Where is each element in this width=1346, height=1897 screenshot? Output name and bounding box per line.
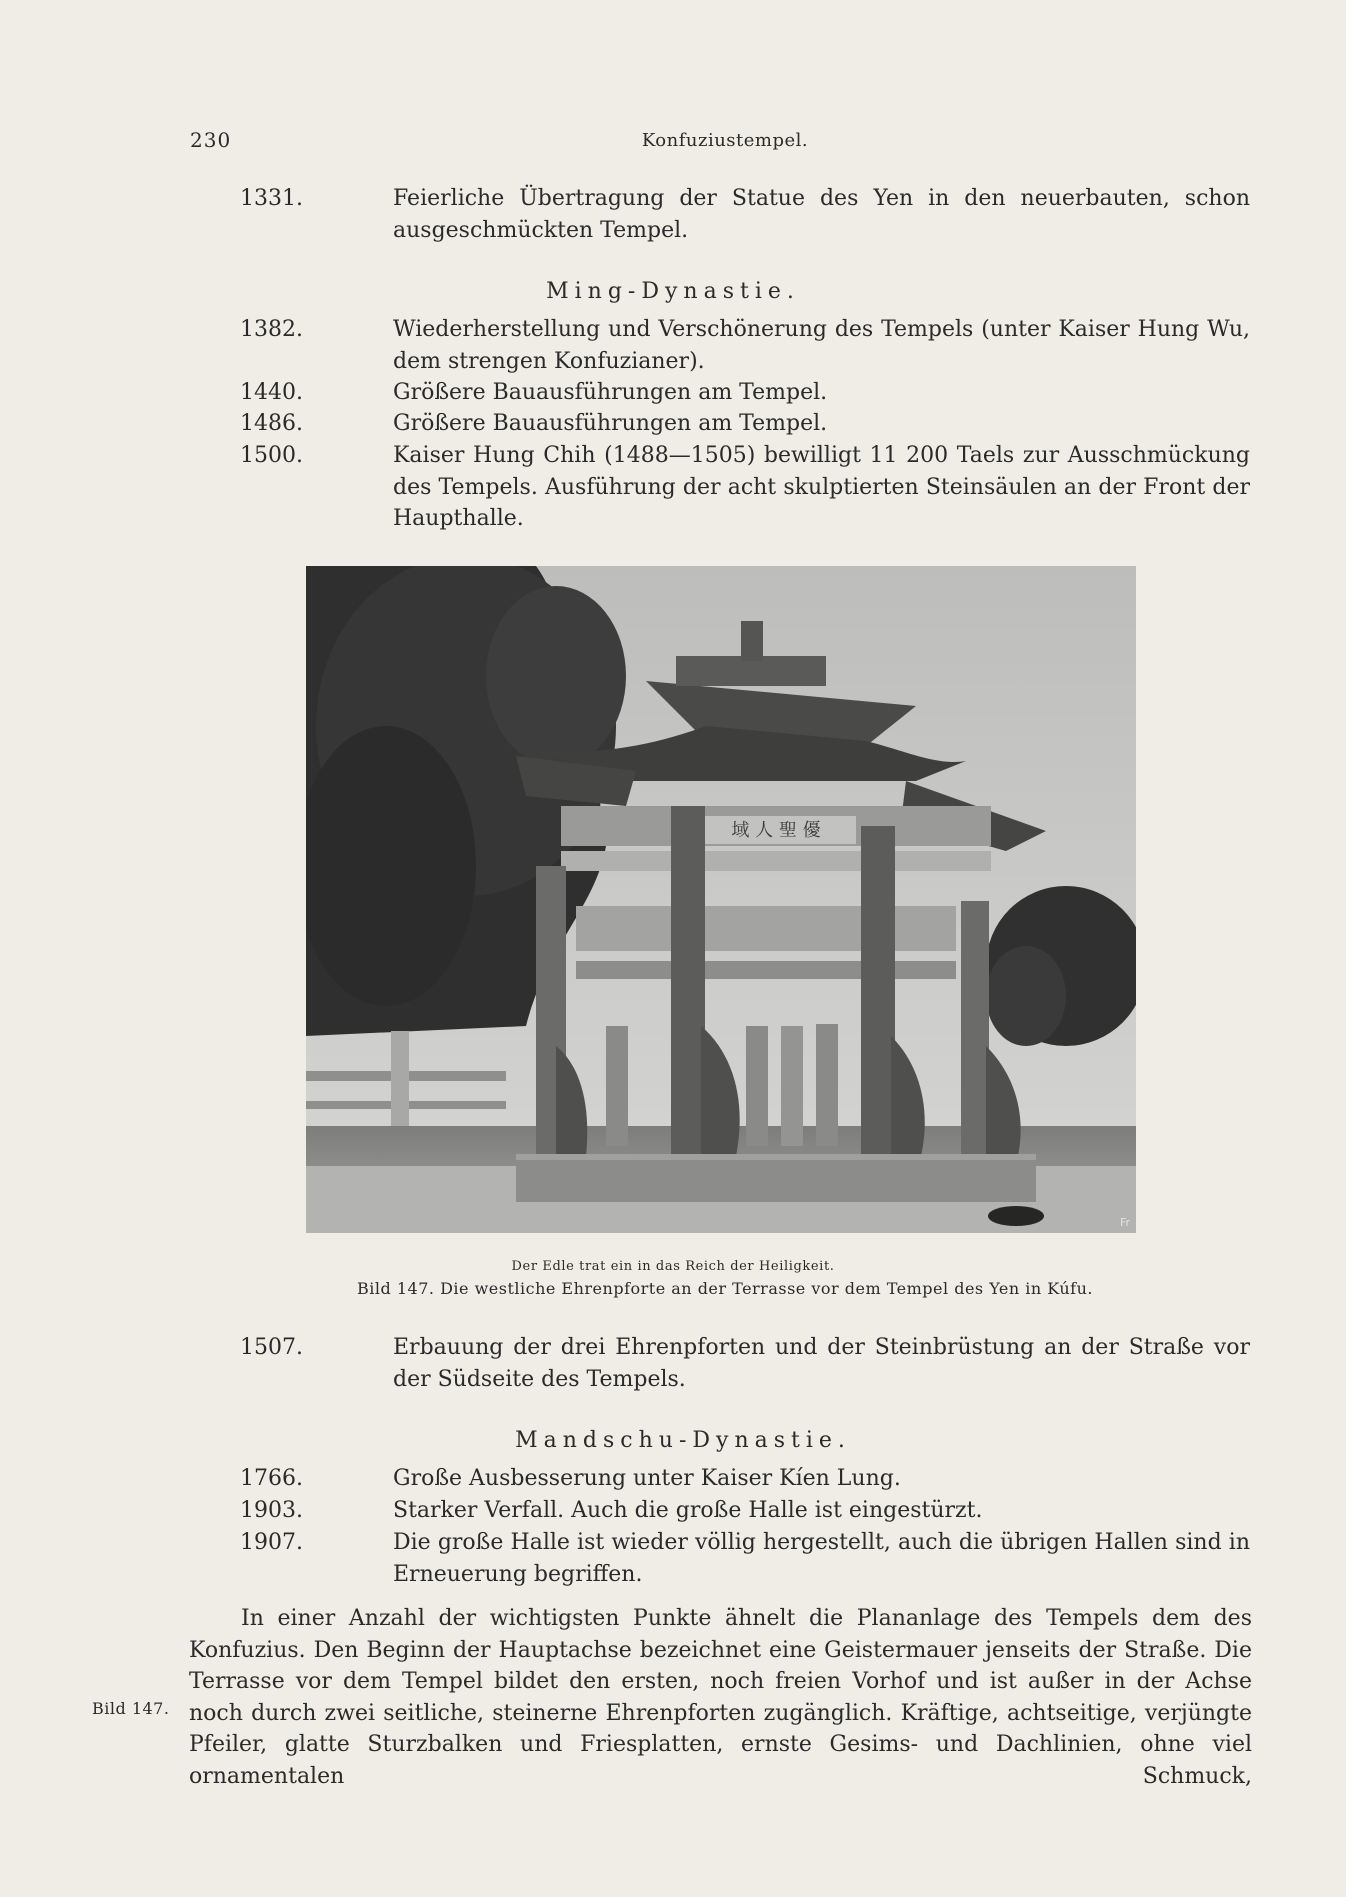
entry-year: 1907. [240,1530,303,1555]
gate-photograph [306,566,1136,1233]
margin-figure-reference: Bild 147. [92,1699,170,1718]
figure-caption: Bild 147. Die westliche Ehrenpforte an der Terrasse vor dem Tempel des Yen in Kúfu. [357,1279,1093,1298]
photographer-signature: Fr [1119,1216,1130,1229]
entry-year: 1500. [240,443,303,468]
entry-year: 1486. [240,411,303,436]
entry-year: 1382. [240,317,303,342]
running-title: Konfuziustempel. [641,130,809,151]
entry-text: Erbauung der drei Ehrenpforten und der Steinbrüstung an der Straße vor der Südseite des Tempels. [393,1335,1250,1392]
entry-year: 1440. [240,380,303,405]
chronology-entry [240,183,1250,246]
entry-year: 1766. [240,1466,303,1491]
chronology-entry [240,1527,1250,1590]
chronology-entry [240,408,1250,440]
entry-text: Feierliche Übertragung der Statue des Yen in den neuerbauten, schon ausgeschmückten Tempel. [393,186,1250,243]
entry-text: Wiederherstellung und Verschönerung des Tempels (unter Kaiser Hung Wu, dem strengen Konfuzianer). [393,317,1250,374]
section-heading-ming: Ming-Dynastie. [546,279,800,304]
entry-text: Starker Verfall. Auch die große Halle ist eingestürzt. [393,1498,983,1523]
entry-text: Größere Bauausführungen am Tempel. [393,380,828,405]
body-paragraph [189,1603,1252,1793]
entry-year: 1507. [240,1335,303,1360]
chronology-entry [240,440,1250,535]
chronology-entry [240,1495,1250,1527]
chronology-entry [240,1332,1250,1395]
figure-motto: Der Edle trat ein in das Reich der Heiligkeit. [511,1259,835,1274]
entry-text: Größere Bauausführungen am Tempel. [393,411,828,436]
chronology-entry [240,1463,1250,1495]
entry-text: Große Ausbesserung unter Kaiser Kíen Lung. [393,1466,901,1491]
entry-year: 1903. [240,1498,303,1523]
entry-text: Kaiser Hung Chih (1488—1505) bewilligt 11 200 Taels zur Ausschmückung des Tempels. Ausführung der acht skulptierten Steinsäulen an der Front der Haupthalle. [393,443,1250,531]
chronology-entry [240,314,1250,377]
entry-text: Die große Halle ist wieder völlig hergestellt, auch die übrigen Hallen sind in Erneuerung begriffen. [393,1530,1250,1587]
svg-text:域 人 聖 優: 域 人 聖 優 [731,820,821,841]
page-number: 230 [190,128,232,152]
section-heading-mandschu: Mandschu-Dynastie. [515,1428,851,1453]
entry-year: 1331. [240,186,303,211]
paragraph-text: In einer Anzahl der wichtigsten Punkte ähnelt die Plananlage des Tempels dem des Konfuzius. Den Beginn der Hauptachse bezeichnet eine Geistermauer jenseits der Straße. Die Terrasse vor dem Tempel bildet den ersten, noch freien Vorhof und ist außer in der Achse noch durch zwei seitliche, steinerne Ehrenpforten zugänglich. Kräftige, achtseitige, verjüngte Pfeiler, glatte Sturzbalken und Friesplatten, ernste Gesims- und Dachlinien, ohne viel ornamentalen Schmuck, [189,1606,1252,1789]
chronology-entry [240,377,1250,409]
